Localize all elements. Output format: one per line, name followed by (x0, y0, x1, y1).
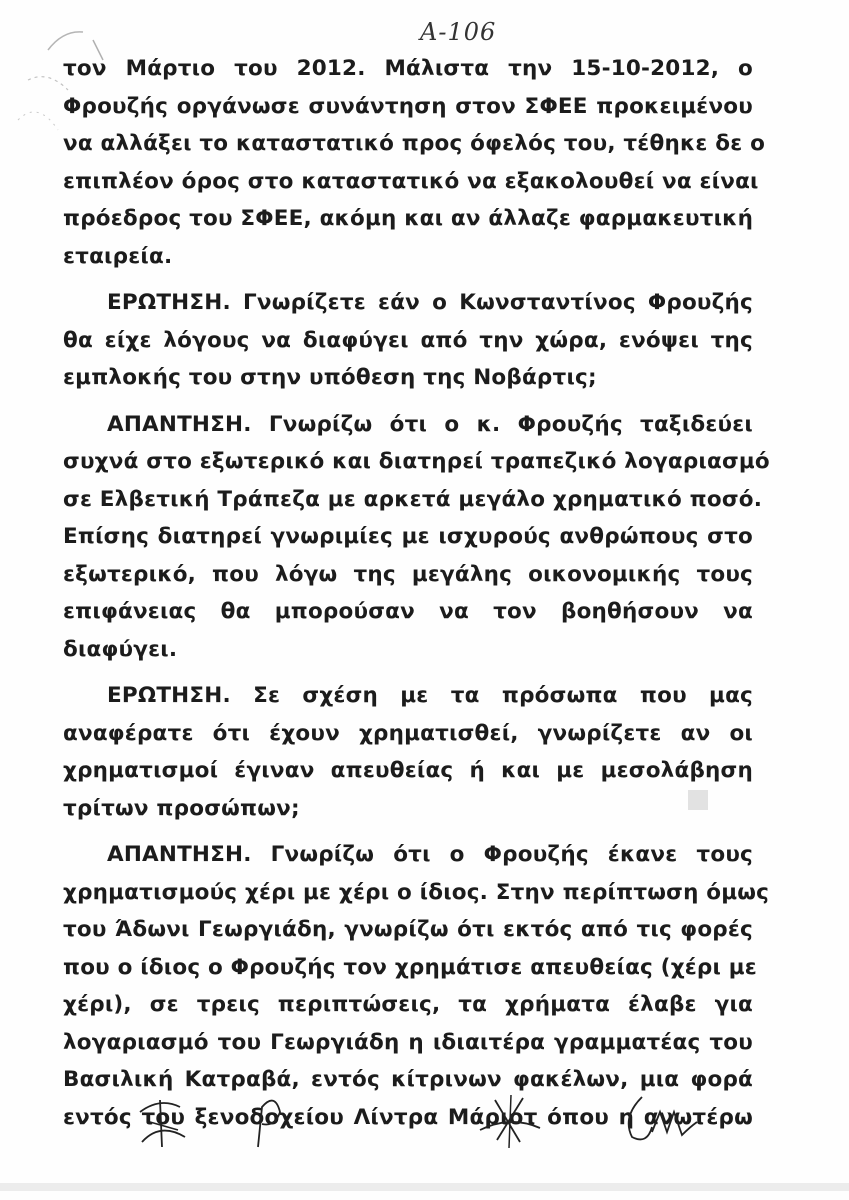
text-line: Φρουζής οργάνωσε συνάντηση στον ΣΦΕΕ προκειμένου (63, 93, 753, 119)
text-line: χρηματισμοί έγιναν απευθείας ή και με μεσολάβηση (63, 758, 753, 783)
paragraph-1 (63, 50, 766, 275)
text-line: ΑΠΑΝΤΗΣΗ. Γνωρίζω ότι ο κ. Φρουζής ταξιδεύει (107, 411, 753, 437)
answer-1 (63, 406, 770, 669)
question-2 (63, 677, 753, 827)
text-line: επιπλέον όρος στο καταστατικό να εξακολουθεί να είναι (63, 168, 759, 194)
text-line: ΑΠΑΝΤΗΣΗ. Γνωρίζω ότι ο Φρουζής έκανε τους (107, 842, 753, 867)
text-line: του Άδωνι Γεωργιάδη, γνωρίζω ότι εκτός από τις φορές (63, 917, 753, 942)
deposition-text (63, 50, 770, 1145)
text-line: τον Μάρτιο του 2012. Μάλιστα την 15-10-2012, ο (63, 56, 753, 81)
text-line: που ο ίδιος ο Φρουζής τον χρημάτισε απευθείας (χέρι με (63, 954, 757, 980)
text-line: επιφάνειας θα μπορούσαν να τον βοηθήσουν να (63, 599, 753, 624)
signature-2 (250, 1092, 290, 1152)
text-line: Βασιλική Κατραβά, εντός κίτρινων φακέλων, μια φορά (63, 1067, 753, 1092)
signature-4 (612, 1087, 702, 1149)
text-line: τρίτων προσώπων; (63, 795, 300, 821)
text-line: εταιρεία. (63, 243, 173, 269)
text-line: αναφέρατε ότι έχουν χρηματισθεί, γνωρίζετε αν οι (63, 720, 753, 746)
text-line: εντός του ξενοδοχείου Λίντρα Μάριοτ όπου η ανωτέρω (63, 1104, 753, 1130)
text-line: χρηματισμούς χέρι με χέρι ο ίδιος. Στην περίπτωση όμως (63, 879, 770, 905)
text-line: ΕΡΩΤΗΣΗ. Γνωρίζετε εάν ο Κωνσταντίνος Φρουζής (107, 290, 753, 315)
text-line: ΕΡΩΤΗΣΗ. Σε σχέση με τα πρόσωπα που μας (107, 683, 753, 708)
page-number: Α-106 (420, 18, 497, 46)
redaction-smudge (688, 790, 708, 810)
text-line: χέρι), σε τρεις περιπτώσεις, τα χρήματα έλαβε για (63, 992, 753, 1017)
text-line: εμπλοκής του στην υπόθεση της Νοβάρτις; (63, 365, 597, 390)
text-line: εξωτερικό, που λόγω της μεγάλης οικονομικής τους (63, 561, 753, 587)
signature-row (0, 1082, 849, 1162)
text-line: συχνά στο εξωτερικό και διατηρεί τραπεζικό λογαριασμό (63, 449, 770, 474)
text-line: σε Ελβετική Τράπεζα με αρκετά μεγάλο χρηματικό ποσό. (63, 486, 763, 512)
question-1 (63, 284, 753, 397)
text-line: να αλλάξει το καταστατικό προς όφελός του, τέθηκε δε ο (63, 131, 766, 156)
text-line: πρόεδρος του ΣΦΕΕ, ακόμη και αν άλλαζε φαρμακευτική (63, 206, 754, 231)
text-line: θα είχε λόγους να διαφύγει από την χώρα, ενόψει της (63, 327, 753, 353)
text-line: Επίσης διατηρεί γνωριμίες με ισχυρούς ανθρώπους στο (63, 524, 753, 549)
signature-1 (130, 1092, 200, 1152)
text-line: διαφύγει. (63, 636, 178, 662)
signature-3 (475, 1090, 545, 1152)
scan-bottom-edge (0, 1183, 849, 1191)
text-line: λογαριασμό του Γεωργιάδη η ιδιαιτέρα γραμματέας του (63, 1029, 753, 1055)
